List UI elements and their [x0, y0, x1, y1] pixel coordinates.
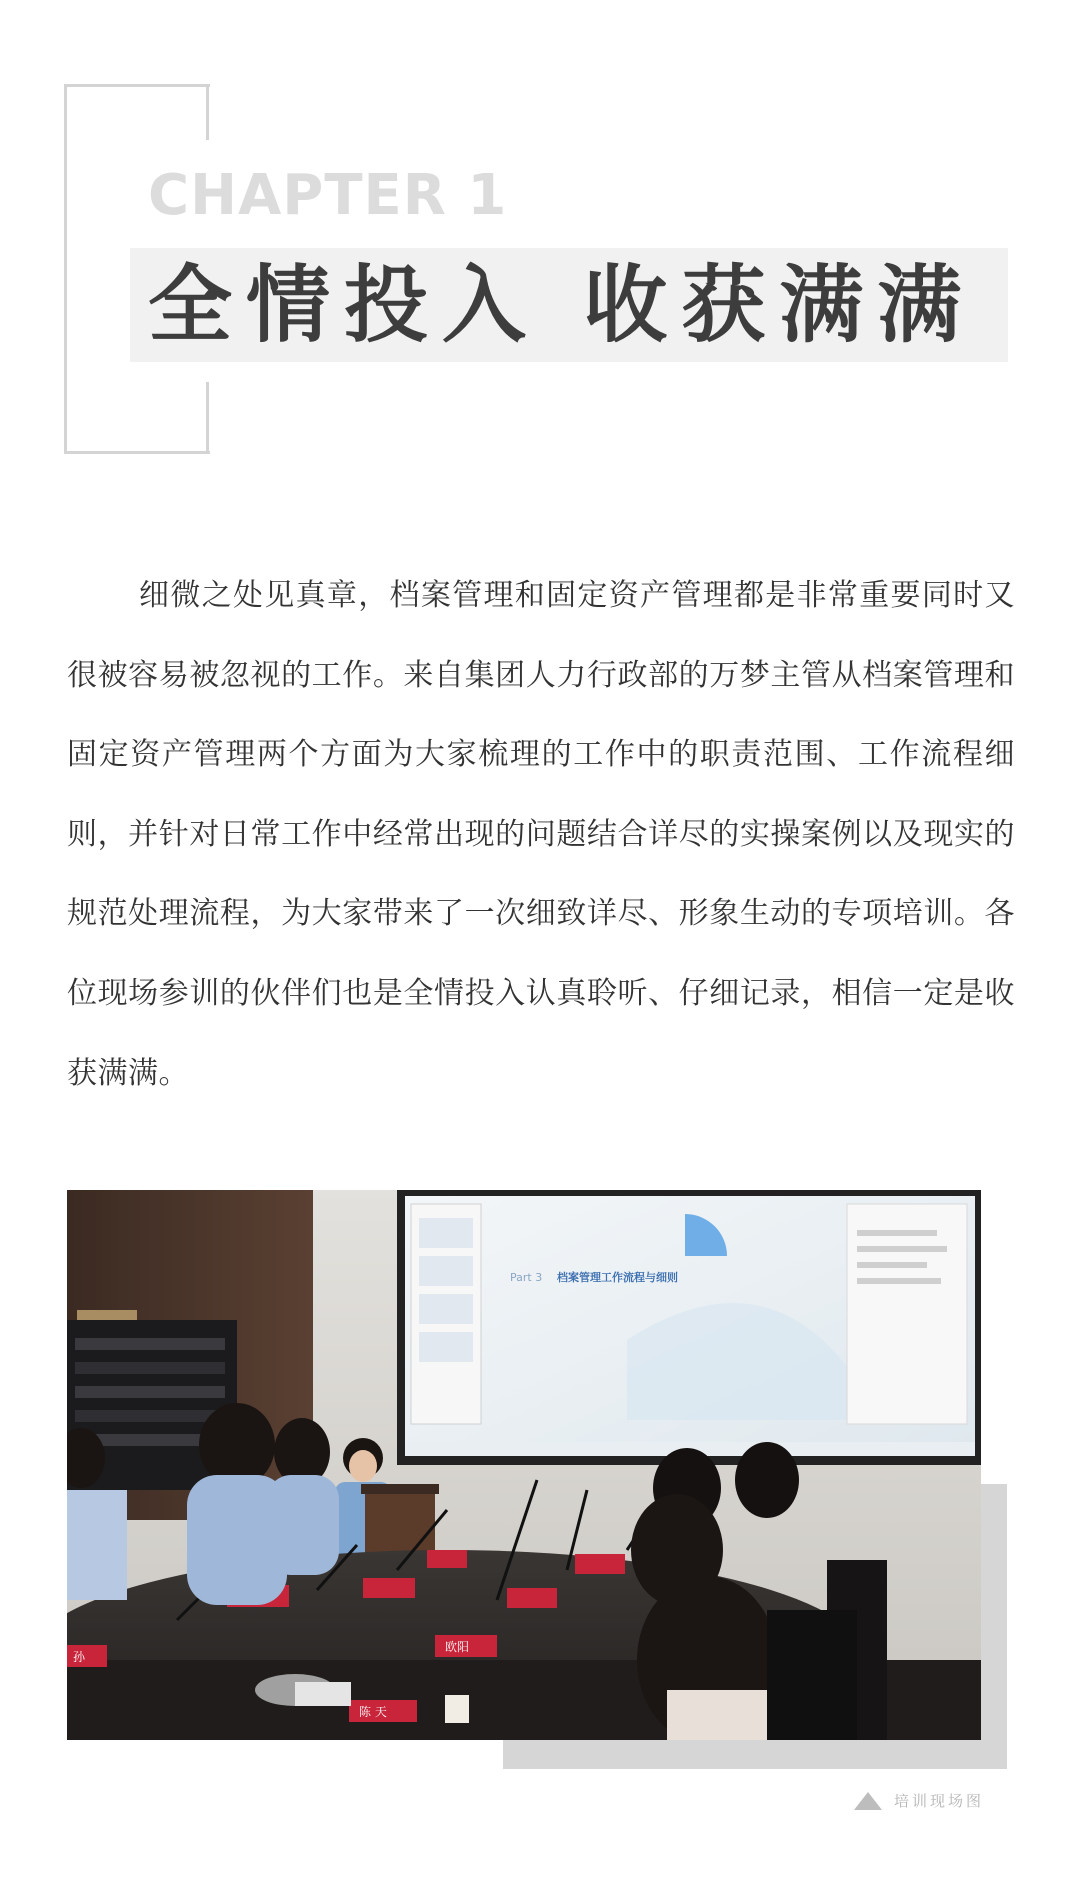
slide-part-label: Part 3 [510, 1271, 543, 1284]
slide-heading: 档案管理工作流程与细则 [557, 1271, 678, 1284]
chapter-label: CHAPTER 1 [148, 163, 508, 228]
photo-caption [854, 1790, 984, 1811]
chapter-title: 全情投入 收获满满 [148, 256, 976, 354]
name-card-label: 欧阳 [445, 1640, 470, 1654]
triangle-icon [854, 1792, 882, 1810]
bracket-cap-bottom [206, 382, 209, 454]
name-card-label: 陈 天 [359, 1705, 387, 1719]
article-paragraph: 细微之处见真章，档案管理和固定资产管理都是非常重要同时又很被容易被忽视的工作。来自集团人力行政部的万梦主管从档案管理和固定资产管理两个方面为大家梳理的工作中的职责范围、工作流程细则，并针对日常工作中经常出现的问题结合详尽的实操案例以及现实的规范处理流程，为大家带来了一次细致详尽、形象生动的专项培训。各位现场参训的伙伴们也是全情投入认真聆听、仔细记录，相信一定是收获满满。 [67, 578, 1015, 1091]
bracket-cap-top [206, 84, 209, 140]
training-photo [67, 1190, 981, 1740]
name-card-label: 孙 [73, 1650, 86, 1664]
caption-text: 培训现场图 [893, 1792, 984, 1810]
